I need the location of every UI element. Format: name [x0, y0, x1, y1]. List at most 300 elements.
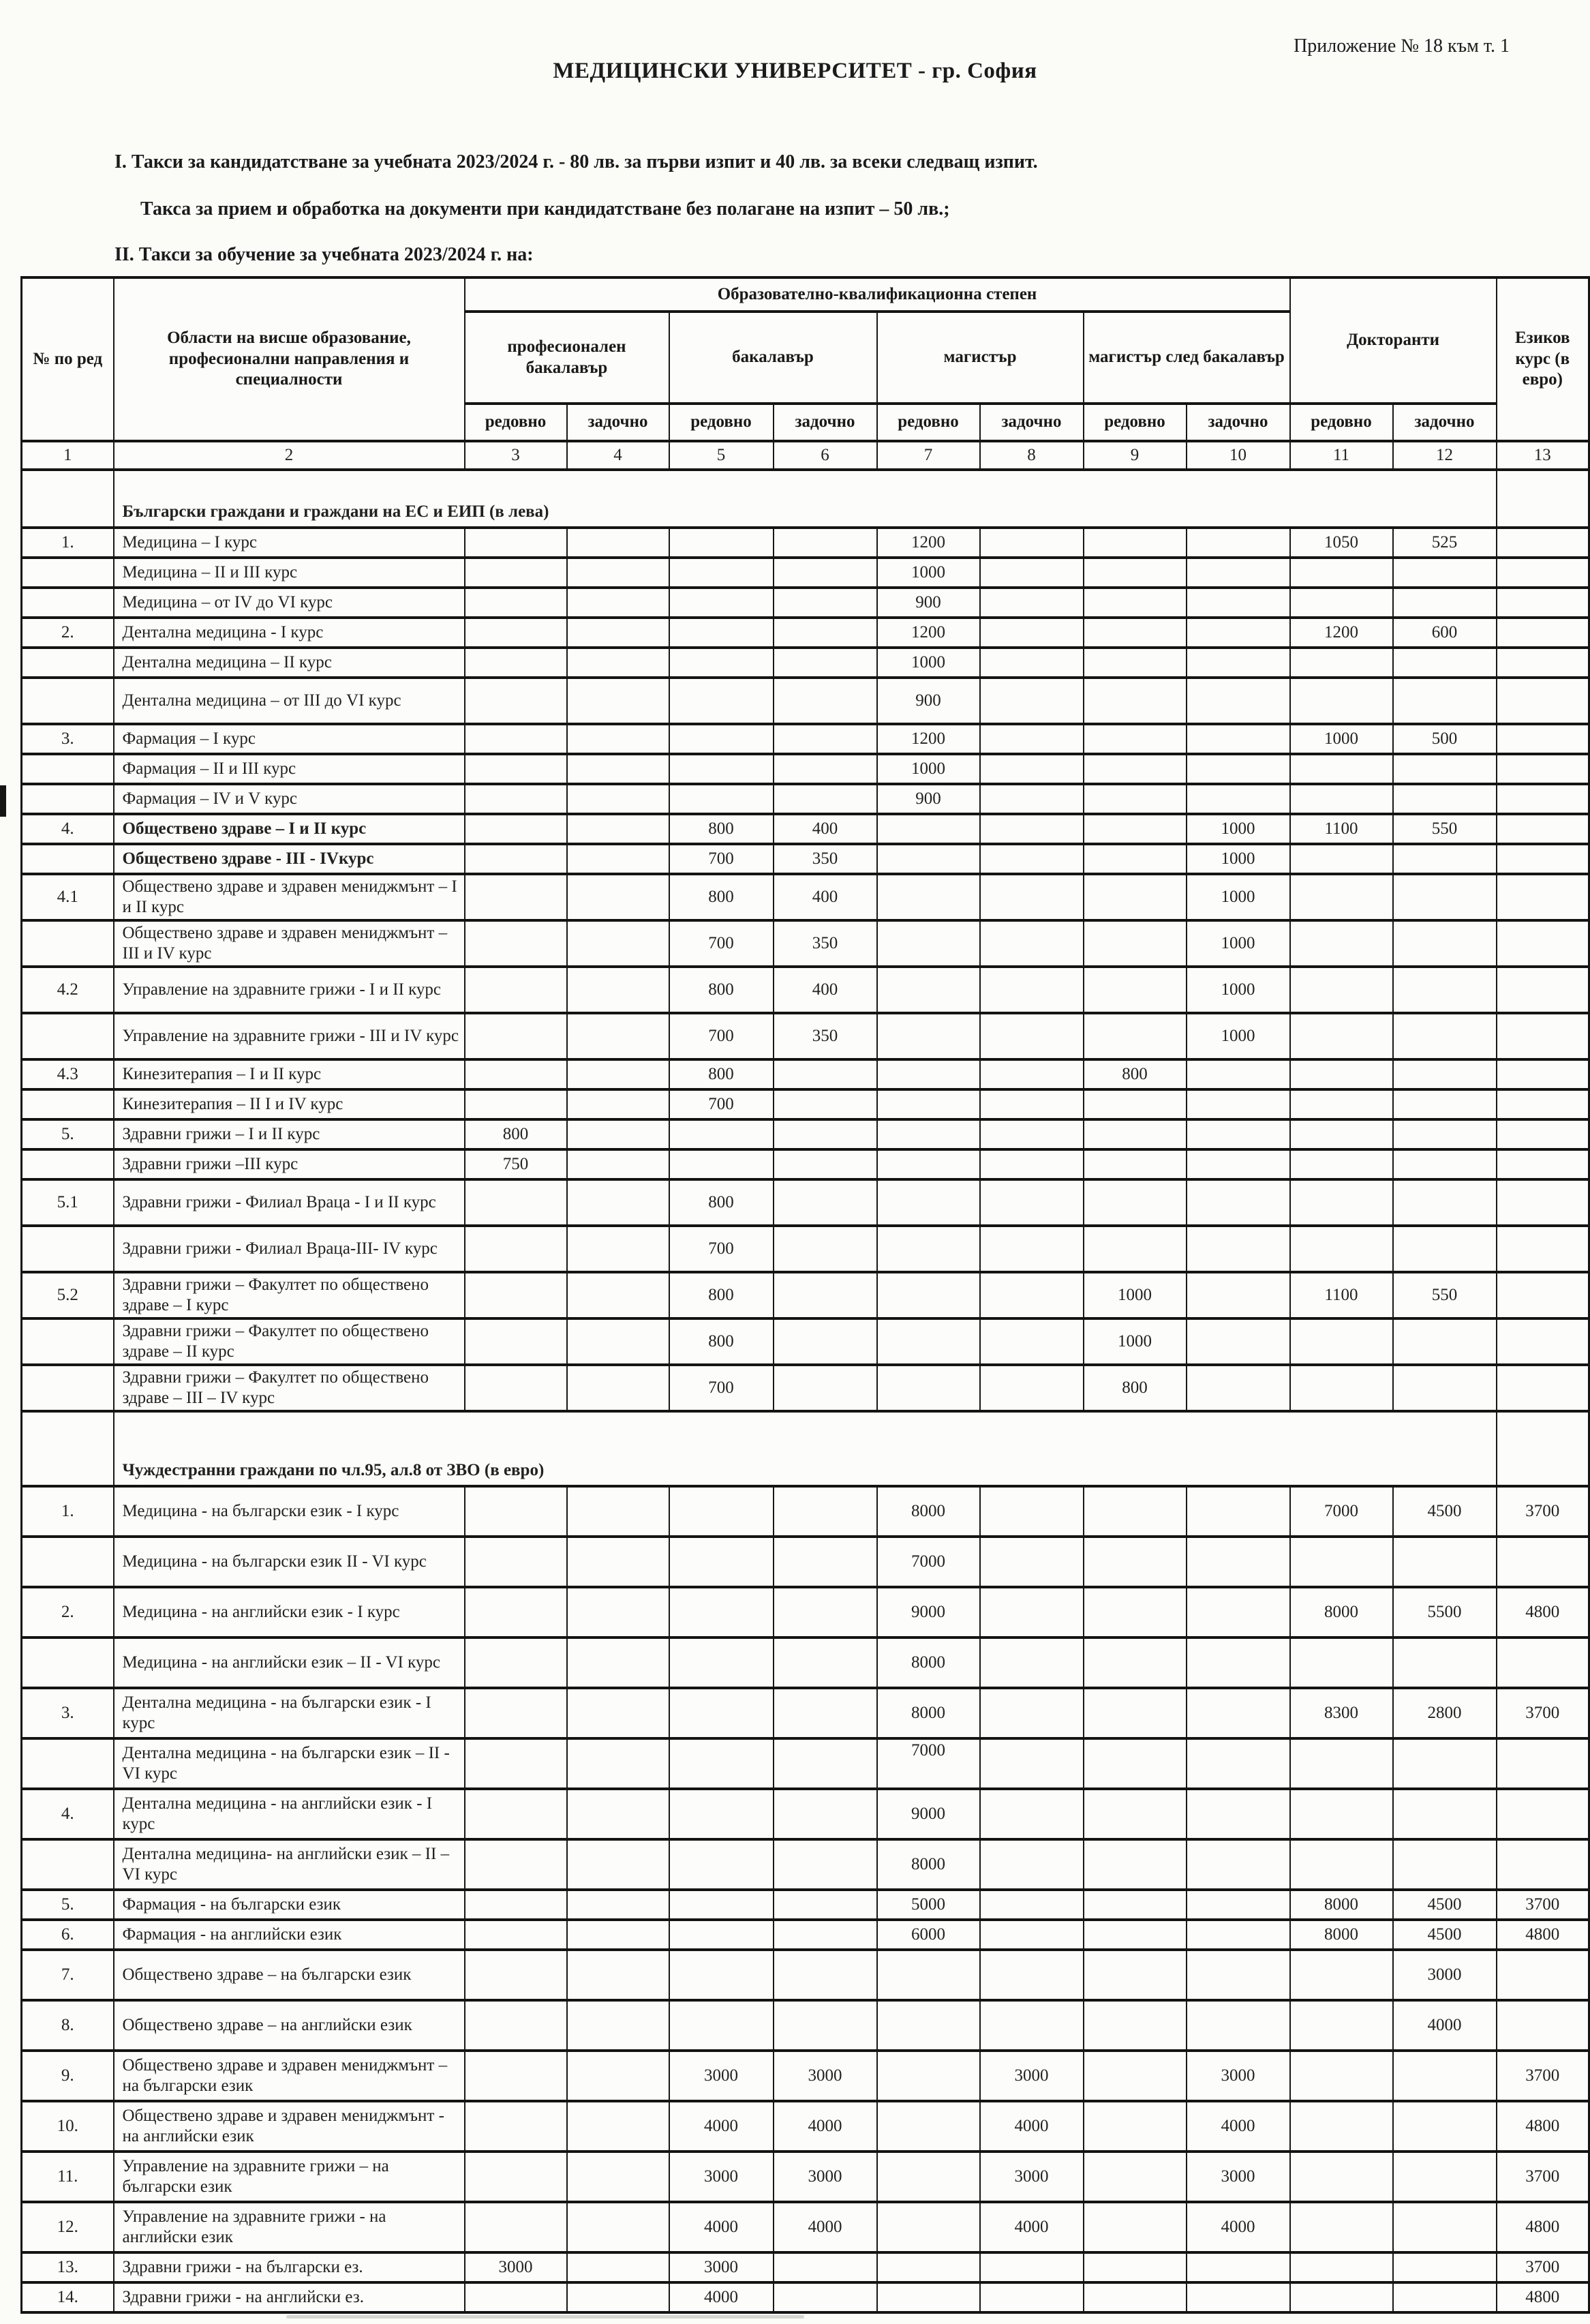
row-number-cell	[22, 1738, 114, 1789]
specialty-label: Дентална медицина- на английски език – II – VI курс	[114, 1839, 465, 1890]
fee-value-cell	[1290, 1149, 1393, 1179]
specialty-label: Обществено здраве и здравен мениджмънт – III и IV курс	[114, 920, 465, 967]
fee-value-cell: 700	[669, 1226, 774, 1272]
fee-value-cell	[1187, 1638, 1290, 1688]
fee-value-cell	[980, 528, 1084, 558]
fee-value-cell	[1497, 1119, 1589, 1149]
fee-value-cell	[465, 1839, 567, 1890]
fee-value-cell	[980, 1920, 1084, 1950]
fee-value-cell	[1497, 1738, 1589, 1789]
fee-value-cell	[980, 1149, 1084, 1179]
fee-value-cell	[1187, 724, 1290, 754]
row-number-cell: 8.	[22, 2000, 114, 2051]
specialty-label: Медицина - на английски език – II - VI курс	[114, 1638, 465, 1688]
fee-value-cell	[1084, 1738, 1187, 1789]
fee-value-cell	[774, 1059, 877, 1089]
specialty-label: Обществено здраве - III - IVкурс	[114, 844, 465, 874]
fee-value-cell	[465, 1089, 567, 1119]
fee-value-cell	[1187, 1059, 1290, 1089]
fee-value-cell	[980, 814, 1084, 844]
fee-value-cell: 900	[877, 678, 980, 724]
fee-value-cell	[1084, 2152, 1187, 2202]
fee-value-cell: 7000	[877, 1738, 980, 1789]
fee-value-cell	[465, 1486, 567, 1537]
fee-value-cell	[1497, 558, 1589, 588]
fee-value-cell	[1187, 678, 1290, 724]
specialty-label: Кинезитерапия – I и II курс	[114, 1059, 465, 1089]
table-row	[22, 528, 1589, 558]
specialty-label: Дентална медицина - на английски език - I курс	[114, 1789, 465, 1839]
fee-value-cell: 700	[669, 844, 774, 874]
fee-value-cell	[1290, 754, 1393, 784]
fee-value-cell	[980, 1890, 1084, 1920]
header-mode-part: задочно	[567, 404, 669, 441]
fee-value-cell	[877, 2000, 980, 2051]
fee-value-cell	[567, 1226, 669, 1272]
fee-value-cell	[1393, 1119, 1497, 1149]
fee-value-cell	[1393, 1839, 1497, 1890]
table-row	[22, 1059, 1589, 1089]
fee-value-cell: 700	[669, 1365, 774, 1411]
table-row	[22, 1272, 1589, 1318]
table-row	[22, 2000, 1589, 2051]
fee-value-cell	[1290, 874, 1393, 920]
fee-value-cell	[980, 844, 1084, 874]
header-mode-part: задочно	[1393, 404, 1497, 441]
fee-value-cell	[1393, 1638, 1497, 1688]
annex-reference: Приложение № 18 към т. 1	[1294, 35, 1510, 57]
fee-value-cell: 4000	[1187, 2101, 1290, 2152]
fee-value-cell: 4000	[1187, 2202, 1290, 2252]
fee-value-cell	[567, 2000, 669, 2051]
fee-value-cell: 350	[774, 920, 877, 967]
fee-value-cell	[567, 2282, 669, 2312]
header-mode-full: редовно	[669, 404, 774, 441]
fee-value-cell	[774, 1950, 877, 2000]
fee-value-cell	[1187, 2252, 1290, 2282]
fee-value-cell	[465, 2282, 567, 2312]
column-number: 6	[774, 441, 877, 470]
fee-value-cell: 3000	[669, 2051, 774, 2101]
specialty-label: Медицина - на български език II - VI курс	[114, 1537, 465, 1587]
fee-value-cell	[877, 1119, 980, 1149]
header-row-number: № по ред	[22, 277, 114, 441]
row-number-cell	[22, 1149, 114, 1179]
header-bachelor: бакалавър	[669, 312, 877, 404]
fee-value-cell: 8000	[1290, 1890, 1393, 1920]
fee-value-cell: 3000	[774, 2152, 877, 2202]
fee-value-cell	[877, 1089, 980, 1119]
row-number-cell: 5.1	[22, 1179, 114, 1226]
fee-value-cell	[567, 2152, 669, 2202]
table-row	[22, 874, 1589, 920]
fee-value-cell: 1200	[877, 618, 980, 648]
fee-value-cell	[465, 784, 567, 814]
fee-value-cell	[1187, 1149, 1290, 1179]
fee-value-cell: 525	[1393, 528, 1497, 558]
fee-value-cell	[1497, 920, 1589, 967]
fee-value-cell	[774, 1149, 877, 1179]
fee-value-cell	[1393, 754, 1497, 784]
fee-value-cell	[1290, 1089, 1393, 1119]
fee-value-cell: 400	[774, 874, 877, 920]
fee-value-cell	[1393, 2252, 1497, 2282]
fee-value-cell	[669, 1149, 774, 1179]
row-number-cell	[22, 844, 114, 874]
fee-value-cell	[774, 1486, 877, 1537]
section-title: Чуждестранни граждани по чл.95, ал.8 от ЗВО (в евро)	[114, 1411, 1497, 1486]
fee-value-cell	[774, 1890, 877, 1920]
specialty-label: Управление на здравните грижи - на английски език	[114, 2202, 465, 2252]
fee-value-cell	[1084, 920, 1187, 967]
row-number-cell	[22, 784, 114, 814]
specialty-label: Медицина - на английски език - I курс	[114, 1587, 465, 1638]
table-row	[22, 2202, 1589, 2252]
fee-value-cell: 350	[774, 1013, 877, 1059]
fee-value-cell	[877, 1149, 980, 1179]
fee-value-cell	[567, 1013, 669, 1059]
row-number-cell: 13.	[22, 2252, 114, 2282]
fee-value-cell	[1084, 648, 1187, 678]
table-row	[22, 618, 1589, 648]
fee-value-cell	[669, 1119, 774, 1149]
specialty-label: Медицина – от IV до VI курс	[114, 588, 465, 618]
fee-value-cell	[877, 1365, 980, 1411]
fee-value-cell	[774, 754, 877, 784]
table-row	[22, 1486, 1589, 1537]
header-qualification-degree: Образователно-квалификационна степен	[465, 277, 1290, 312]
fee-value-cell	[1497, 1226, 1589, 1272]
fee-value-cell	[1393, 2152, 1497, 2202]
fee-value-cell	[1290, 1638, 1393, 1688]
row-number-cell: 4.1	[22, 874, 114, 920]
fee-value-cell	[877, 1318, 980, 1365]
table-row	[22, 920, 1589, 967]
fee-value-cell	[1084, 784, 1187, 814]
fee-value-cell	[877, 844, 980, 874]
fee-value-cell	[669, 784, 774, 814]
fee-value-cell	[567, 1149, 669, 1179]
fee-value-cell	[1084, 2101, 1187, 2152]
header-doctorate: Докторанти	[1290, 277, 1497, 404]
fee-value-cell	[465, 920, 567, 967]
fee-value-cell	[1290, 678, 1393, 724]
fee-value-cell	[567, 618, 669, 648]
fee-value-cell: 5500	[1393, 1587, 1497, 1638]
fee-value-cell: 1000	[1187, 967, 1290, 1013]
fee-value-cell	[774, 1587, 877, 1638]
row-number-cell: 3.	[22, 1688, 114, 1738]
fee-value-cell	[774, 1688, 877, 1738]
fee-value-cell	[1084, 2051, 1187, 2101]
fee-value-cell	[1290, 1226, 1393, 1272]
specialty-label: Здравни грижи - на английски ез.	[114, 2282, 465, 2312]
fee-value-cell: 1100	[1290, 1272, 1393, 1318]
fee-value-cell	[669, 1839, 774, 1890]
section-header-row	[22, 1411, 1589, 1486]
fee-value-cell	[774, 1318, 877, 1365]
fee-value-cell	[1497, 618, 1589, 648]
column-number: 7	[877, 441, 980, 470]
row-number-cell	[22, 1638, 114, 1688]
fee-value-cell	[1290, 1179, 1393, 1226]
specialty-label: Обществено здраве и здравен мениджмънт – I и II курс	[114, 874, 465, 920]
fee-value-cell: 400	[774, 967, 877, 1013]
fee-value-cell	[1187, 1537, 1290, 1587]
row-number-cell: 10.	[22, 2101, 114, 2152]
fee-value-cell: 550	[1393, 1272, 1497, 1318]
row-number-cell	[22, 1013, 114, 1059]
fee-value-cell	[1393, 1537, 1497, 1587]
specialty-label: Дентална медицина - на български език – II - VI курс	[114, 1738, 465, 1789]
fee-value-cell	[465, 648, 567, 678]
fee-value-cell	[1084, 1226, 1187, 1272]
fee-value-cell	[1187, 1119, 1290, 1149]
fee-value-cell	[567, 1318, 669, 1365]
language-course-cell	[1497, 1411, 1589, 1486]
specialty-label: Фармация - на английски език	[114, 1920, 465, 1950]
table-row	[22, 784, 1589, 814]
fee-value-cell	[1290, 2000, 1393, 2051]
fee-value-cell	[1187, 1179, 1290, 1226]
specialty-label: Здравни грижи – I и II курс	[114, 1119, 465, 1149]
fee-value-cell	[980, 678, 1084, 724]
column-number: 3	[465, 441, 567, 470]
fee-value-cell	[669, 1920, 774, 1950]
fee-value-cell	[567, 558, 669, 588]
fee-value-cell	[465, 528, 567, 558]
fee-value-cell	[1084, 618, 1187, 648]
header-mode-part: задочно	[774, 404, 877, 441]
fee-value-cell	[1187, 2282, 1290, 2312]
fee-value-cell	[567, 1890, 669, 1920]
fee-value-cell: 3000	[1187, 2051, 1290, 2101]
fee-value-cell	[774, 1920, 877, 1950]
fee-value-cell	[1290, 1059, 1393, 1089]
fee-value-cell	[980, 2282, 1084, 2312]
fee-value-cell	[465, 618, 567, 648]
row-number-cell: 4.	[22, 1789, 114, 1839]
specialty-label: Здравни грижи - на български ез.	[114, 2252, 465, 2282]
fee-value-cell	[980, 618, 1084, 648]
fee-value-cell	[669, 1638, 774, 1688]
column-number: 8	[980, 441, 1084, 470]
fee-value-cell	[1187, 1089, 1290, 1119]
fee-value-cell	[1084, 814, 1187, 844]
fee-value-cell	[980, 648, 1084, 678]
fee-value-cell	[669, 1486, 774, 1537]
fee-value-cell	[774, 1226, 877, 1272]
fee-value-cell	[1393, 1365, 1497, 1411]
fee-value-cell	[669, 754, 774, 784]
fee-value-cell	[1393, 844, 1497, 874]
fee-value-cell	[1497, 2000, 1589, 2051]
specialty-label: Обществено здраве – I и II курс	[114, 814, 465, 844]
fee-value-cell: 9000	[877, 1789, 980, 1839]
fee-value-cell	[1393, 1059, 1497, 1089]
fee-value-cell	[980, 967, 1084, 1013]
fee-value-cell	[1187, 648, 1290, 678]
row-number-cell: 5.	[22, 1890, 114, 1920]
fee-value-cell	[1187, 1688, 1290, 1738]
fee-value-cell	[465, 2152, 567, 2202]
fee-value-cell	[877, 2152, 980, 2202]
fee-value-cell: 800	[669, 1179, 774, 1226]
fee-value-cell	[465, 1318, 567, 1365]
fee-value-cell	[1084, 1537, 1187, 1587]
table-row	[22, 1587, 1589, 1638]
fee-value-cell	[1497, 724, 1589, 754]
fee-value-cell	[465, 1920, 567, 1950]
fee-value-cell: 3000	[774, 2051, 877, 2101]
fee-value-cell: 7000	[877, 1537, 980, 1587]
fee-value-cell	[465, 1059, 567, 1089]
fee-value-cell: 800	[669, 1272, 774, 1318]
fee-value-cell	[567, 678, 669, 724]
specialty-label: Медицина - на български език - I курс	[114, 1486, 465, 1537]
fee-value-cell: 350	[774, 844, 877, 874]
specialty-label: Медицина – I курс	[114, 528, 465, 558]
fee-value-cell	[980, 1839, 1084, 1890]
fee-value-cell	[980, 1226, 1084, 1272]
fee-value-cell	[774, 2000, 877, 2051]
fee-value-cell	[1084, 1688, 1187, 1738]
fee-value-cell	[1084, 874, 1187, 920]
fee-value-cell	[877, 1059, 980, 1089]
table-row	[22, 724, 1589, 754]
row-number-cell	[22, 558, 114, 588]
table-row	[22, 1920, 1589, 1950]
fee-value-cell	[774, 1638, 877, 1688]
fee-value-cell	[567, 1089, 669, 1119]
fee-value-cell	[1393, 1013, 1497, 1059]
table-row	[22, 967, 1589, 1013]
specialty-label: Обществено здраве и здравен мениджмънт - на английски език	[114, 2101, 465, 2152]
fee-value-cell	[774, 1179, 877, 1226]
fee-value-cell	[669, 528, 774, 558]
fee-value-cell	[1290, 1537, 1393, 1587]
table-row	[22, 1013, 1589, 1059]
fee-value-cell: 900	[877, 588, 980, 618]
fee-value-cell	[1393, 1149, 1497, 1179]
header-master: магистър	[877, 312, 1084, 404]
row-number-cell: 3.	[22, 724, 114, 754]
fee-value-cell: 1000	[1084, 1318, 1187, 1365]
column-number: 1	[22, 441, 114, 470]
fee-value-cell: 3700	[1497, 2252, 1589, 2282]
row-number-cell	[22, 678, 114, 724]
fee-value-cell	[1393, 1318, 1497, 1365]
fee-value-cell	[980, 1013, 1084, 1059]
fee-value-cell	[1393, 784, 1497, 814]
fee-value-cell	[774, 1089, 877, 1119]
fee-value-cell	[980, 1089, 1084, 1119]
fee-value-cell	[1187, 1789, 1290, 1839]
fee-value-cell: 1200	[877, 724, 980, 754]
table-row	[22, 1638, 1589, 1688]
fee-value-cell	[1393, 967, 1497, 1013]
specialty-label: Фармация – I курс	[114, 724, 465, 754]
table-row	[22, 678, 1589, 724]
fee-value-cell	[669, 558, 774, 588]
fee-value-cell	[567, 1486, 669, 1537]
fee-value-cell	[1393, 558, 1497, 588]
fee-value-cell	[980, 920, 1084, 967]
fee-value-cell	[567, 2252, 669, 2282]
fee-value-cell	[1187, 1365, 1290, 1411]
header-language-course: Езиков курс (в евро)	[1497, 277, 1589, 441]
fee-value-cell	[465, 1226, 567, 1272]
fee-value-cell	[465, 844, 567, 874]
table-row	[22, 844, 1589, 874]
column-number: 5	[669, 441, 774, 470]
fee-value-cell	[877, 2202, 980, 2252]
specialty-label: Дентална медицина – II курс	[114, 648, 465, 678]
fee-value-cell: 1200	[877, 528, 980, 558]
specialty-label: Здравни грижи – Факултет по обществено здраве – III – IV курс	[114, 1365, 465, 1411]
header-master-after-bachelor: магистър след бакалавър	[1084, 312, 1290, 404]
specialty-label: Кинезитерапия – II I и IV курс	[114, 1089, 465, 1119]
fee-value-cell	[1290, 2152, 1393, 2202]
specialty-label: Фармация – IV и V курс	[114, 784, 465, 814]
fee-value-cell	[980, 1537, 1084, 1587]
fee-value-cell	[567, 920, 669, 967]
fee-value-cell	[1084, 2202, 1187, 2252]
table-row	[22, 1119, 1589, 1149]
column-number: 4	[567, 441, 669, 470]
fee-value-cell	[1497, 844, 1589, 874]
fee-value-cell	[774, 1537, 877, 1587]
fee-value-cell	[980, 874, 1084, 920]
row-number-cell	[22, 754, 114, 784]
table-row	[22, 1179, 1589, 1226]
specialty-label: Здравни грижи - Филиал Враца-III- IV курс	[114, 1226, 465, 1272]
fee-value-cell	[1084, 1950, 1187, 2000]
fee-value-cell	[465, 2000, 567, 2051]
fee-value-cell	[980, 1587, 1084, 1638]
fee-value-cell: 4000	[669, 2282, 774, 2312]
fee-value-cell: 4800	[1497, 1920, 1589, 1950]
column-number: 11	[1290, 441, 1393, 470]
fee-value-cell: 3700	[1497, 2152, 1589, 2202]
fee-value-cell	[567, 874, 669, 920]
row-number-cell	[22, 1226, 114, 1272]
fee-value-cell	[1084, 1638, 1187, 1688]
fee-value-cell	[1290, 1950, 1393, 2000]
fee-value-cell	[1187, 558, 1290, 588]
fee-value-cell: 1000	[1290, 724, 1393, 754]
table-row	[22, 1089, 1589, 1119]
fee-value-cell	[877, 2252, 980, 2282]
fee-value-cell	[980, 1179, 1084, 1226]
row-number-cell	[22, 1411, 114, 1486]
fee-value-cell	[1187, 1950, 1290, 2000]
fee-value-cell	[465, 1738, 567, 1789]
table-row	[22, 1950, 1589, 2000]
fee-value-cell: 1000	[1187, 844, 1290, 874]
fee-value-cell	[1497, 874, 1589, 920]
fee-value-cell: 1050	[1290, 528, 1393, 558]
fee-value-cell	[1187, 1890, 1290, 1920]
specialty-label: Здравни грижи – Факултет по обществено здраве – I курс	[114, 1272, 465, 1318]
fee-value-cell	[1497, 1013, 1589, 1059]
fee-value-cell	[1187, 1272, 1290, 1318]
fee-value-cell	[1187, 754, 1290, 784]
fee-value-cell	[877, 2282, 980, 2312]
fee-value-cell	[1084, 2000, 1187, 2051]
row-number-cell	[22, 470, 114, 528]
fee-value-cell: 3700	[1497, 1688, 1589, 1738]
